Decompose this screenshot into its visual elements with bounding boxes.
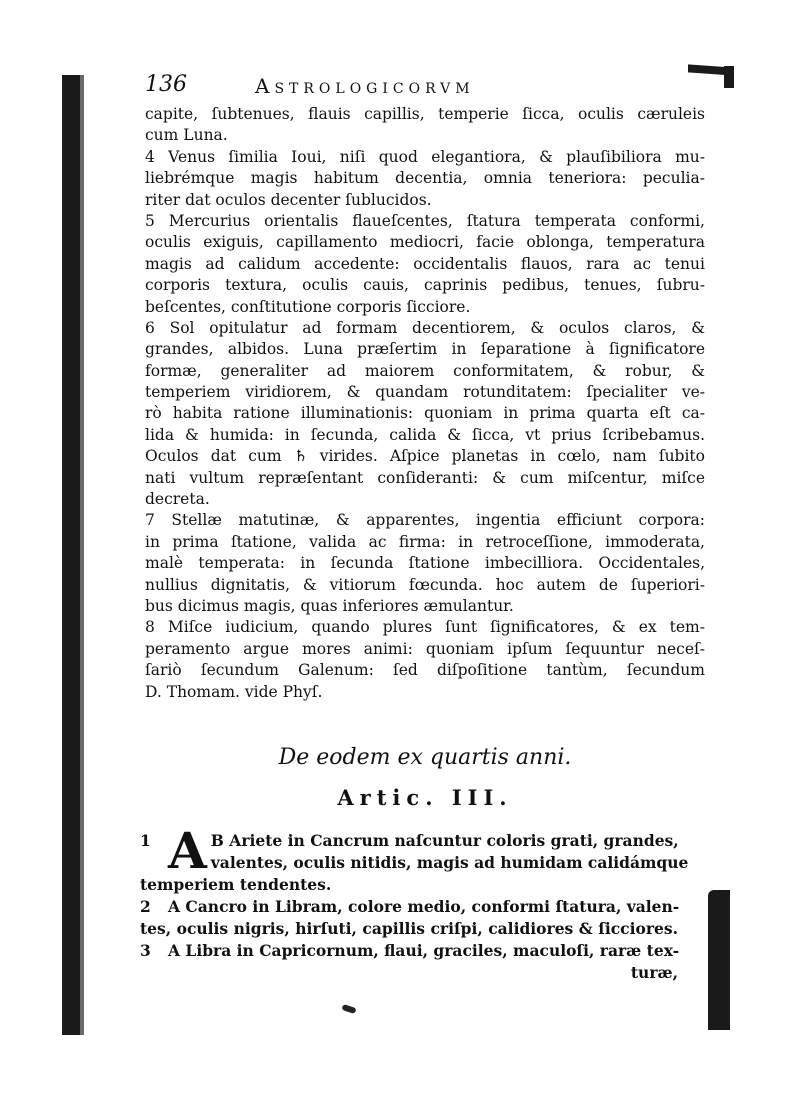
text-line: beſcentes, conſtitutione corporis ſicciore. <box>145 297 471 316</box>
page-edge-shadow <box>708 890 730 1030</box>
text-line: D. Thomam. vide Phyſ. <box>145 682 323 701</box>
article-heading: Artic. III. <box>337 785 513 810</box>
text-line: 8 Miſce iudicium, quando plures ſunt ſignificatores, & ex tem- <box>145 618 705 637</box>
main-text <box>145 104 705 703</box>
text-line: magis ad calidum accedente: occidentalis flauos, rara ac tenui <box>145 254 705 273</box>
article-list <box>140 821 689 984</box>
running-header <box>145 72 715 102</box>
article-3-line <box>140 940 678 962</box>
page-number: 136 <box>145 72 187 97</box>
text-line: malè temperata: in ſecunda ſtatione imbecilliora. Occidentales, <box>145 554 705 573</box>
text-line: peramento argue mores animi: quoniam ipſum ſequuntur neceſ- <box>145 639 705 658</box>
article-line: A Libra in Capricornum, flaui, graciles, maculoſi, raræ tex- <box>168 941 680 960</box>
text-line: in prima ſtatione, valida ac firma: in retroceſſione, immoderata, <box>145 532 705 551</box>
text-line: lida & humida: in ſecunda, calida & ſicca, vt prius ſcribebamus. <box>145 425 705 444</box>
binding-shadow <box>62 75 80 1035</box>
article-1 <box>140 821 689 896</box>
binding-edge <box>80 75 84 1035</box>
text-line: liebrémque magis habitum decentia, omnia teneriora: peculia- <box>145 169 705 188</box>
text-line: nullius dignitatis, & vitiorum fœcunda. hoc autem de ſuperiori- <box>145 575 705 594</box>
article-line: tes, oculis nigris, hirſuti, capillis criſpi, calidiores & ſicciores. <box>140 919 678 938</box>
text-line: rò habita ratione illuminationis: quoniam in prima quarta eſt ca- <box>145 404 705 423</box>
article-number: 1 <box>140 831 151 850</box>
drop-cap: A <box>168 821 207 880</box>
text-line: bus dicimus magis, quas inferiores æmulantur. <box>145 596 514 615</box>
article-number: 2 <box>140 897 151 916</box>
text-line: 5 Mercurius orientalis flaueſcentes, ſtatura temperata conformi, <box>145 211 705 230</box>
article-line: valentes, oculis nitidis, magis ad humidam calidámque <box>210 853 689 872</box>
text-line: nati vultum repræſentant conſideranti: & cum miſcentur, miſce <box>145 468 705 487</box>
text-line: oculis exiguis, capillamento mediocri, facie oblonga, temperatura <box>145 233 705 252</box>
text-line: cum Luna. <box>145 126 228 145</box>
text-line: decreta. <box>145 490 210 509</box>
text-line: formæ, generaliter ad maiorem conformitatem, & robur, & <box>145 361 705 380</box>
running-title: Astrologicorvm <box>255 74 475 98</box>
article-number: 3 <box>140 941 151 960</box>
text-line: ſariò ſecundum Galenum: ſed diſpoſitione tantùm, ſecundum <box>145 661 705 680</box>
text-line: Oculos dat cum ♄ virides. Aſpice planetas in cœlo, nam ſubito <box>145 447 705 466</box>
text-line: riter dat oculos decenter ſublucidos. <box>145 190 432 209</box>
article-line: B Ariete in Cancrum naſcuntur coloris grati, grandes, <box>210 831 679 850</box>
text-line: capite, ſubtenues, flauis capillis, temperie ſicca, oculis cæruleis <box>145 105 705 123</box>
text-line: 7 Stellæ matutinæ, & apparentes, ingentia efficiunt corpora: <box>145 511 705 530</box>
text-line: grandes, albidos. Luna præſertim in ſeparatione à ſignificatore <box>145 340 705 359</box>
text-line: 6 Sol opitulatur ad formam decentiorem, & oculos claros, & <box>145 318 705 337</box>
article-2-line <box>140 896 678 918</box>
page-corner-tick <box>724 66 734 88</box>
catchword: turæ, <box>630 963 678 982</box>
article-line: temperiem tendentes. <box>140 875 332 894</box>
text-line: 4 Venus ſimilia Ioui, niſi quod elegantiora, & plauſibiliora mu- <box>145 147 705 166</box>
text-line: corporis textura, oculis cauis, caprinis pedibus, tenues, ſubru- <box>145 276 705 295</box>
text-line: temperiem viridiorem, & quandam rotunditatem: ſpecialiter ve- <box>145 383 705 402</box>
ink-smudge <box>341 1004 356 1014</box>
section-heading: De eodem ex quartis anni. <box>278 745 572 770</box>
article-line: A Cancro in Libram, colore medio, conformi ſtatura, valen- <box>168 897 680 916</box>
